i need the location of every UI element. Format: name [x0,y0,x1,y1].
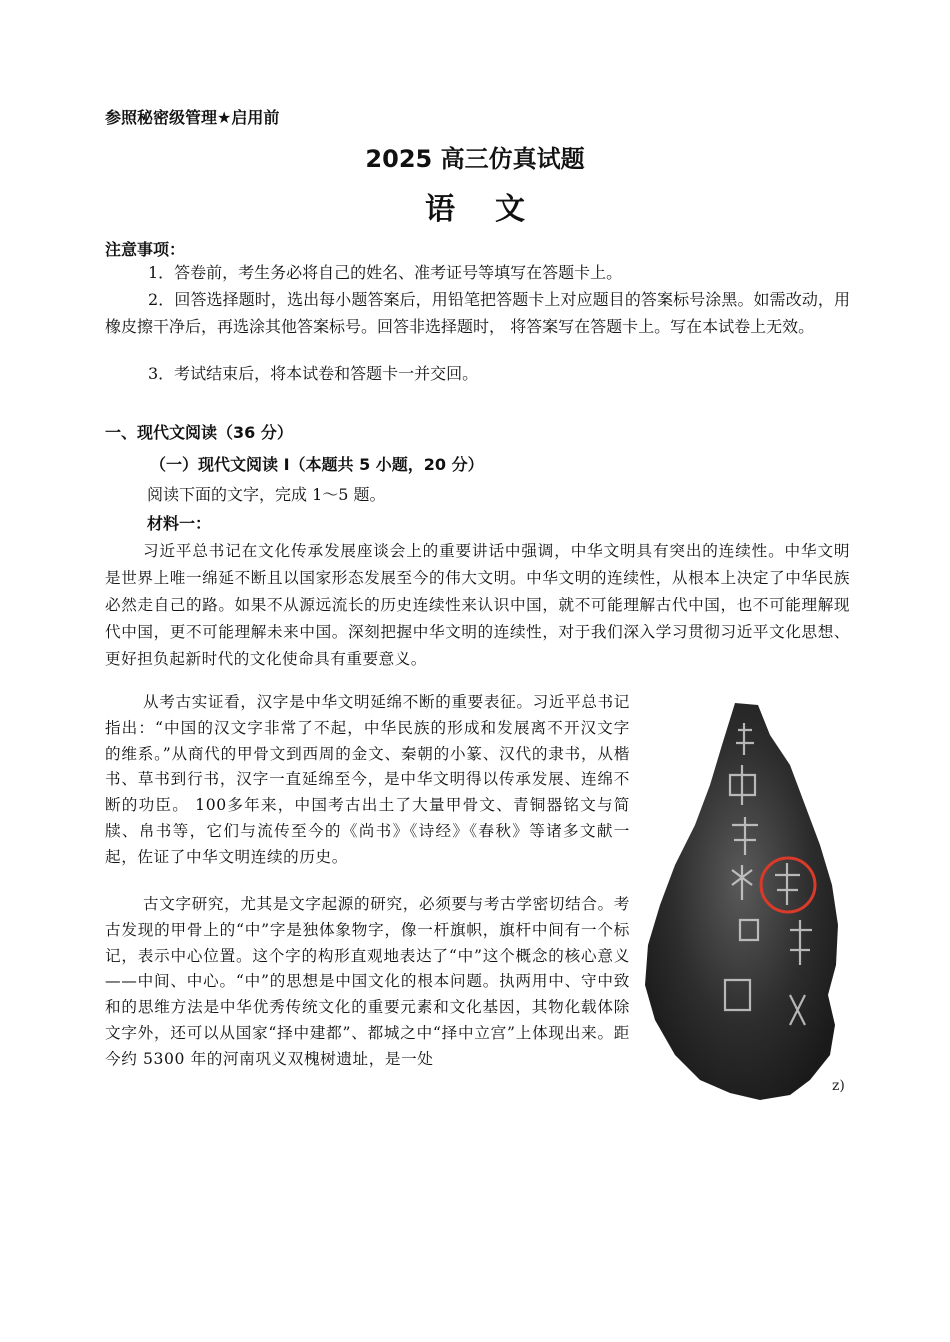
exam-title: 2025 高三仿真试题 [365,145,585,173]
material-paragraph-3: 古文字研究，尤其是文字起源的研究，必须要与考古学密切结合。考古发现的甲骨上的“中”字是独体象物字，像一杆旗帜，旗杆中间有一个标记，表示中心位置。这个字的构形直观地表达了“中”这个概念的核心意义——中间、中心。“中”的思想是中国文化的根本问题。执两用中、守中致和的思维方法是中华优秀传统文化的重要元素和文化基因，其物化载体除文字外，还可以从国家“择中建都”、都城之中“择中立宫”上体现出来。距今约 5300 年的河南巩义双槐树遗址，是一处 [105,895,630,1068]
notice-item-2: 2．回答选择题时，选出每小题答案后，用铅笔把答题卡上对应题目的答案标号涂黑。如需改动，用橡皮擦干净后，再选涂其他答案标号。回答非选择题时， 将答案写在答题卡上。写在本试卷上无效。 [105,290,850,336]
material-paragraph-2: 从考古实证看，汉字是中华文明延绵不断的重要表征。习近平总书记指出：“中国的汉文字非常了不起，中华民族的形成和发展离不开汉文字的维系。”从商代的甲骨文到西周的金文、秦朝的小篆、汉代的隶书，从楷书、草书到行书，汉字一直延绵至今，是中华文明得以传承发展、连绵不断的功臣。 100多年来，中国考古出土了大量甲骨文、青铜器铭文与简牍、帛书等，它们与流传至今的《尚书》《诗经》《春秋》等诸多文献一起，佐证了中华文明连续的历史。 [105,693,630,866]
figure-caption-fragment: z) [832,1078,845,1094]
notice-item-1: 1．答卷前，考生务必将自己的姓名、准考证号等填写在答题卡上。 [148,263,623,282]
subsection-heading: （一）现代文阅读 I（本题共 5 小题，20 分） [150,455,484,474]
material-paragraph-1: 习近平总书记在文化传承发展座谈会上的重要讲话中强调，中华文明具有突出的连续性。中华文明是世界上唯一绵延不断且以国家形态发展至今的伟大文明。中华文明的连续性，从根本上决定了中华民族必然走自己的路。如果不从源远流长的历史连续性来认识中国，就不可能理解古代中国，也不可能理解现代中国，更不可能理解未来中国。深刻把握中华文明的连续性，对于我们深入学习贯彻习近平文化思想、更好担负起新时代的文化使命具有重要意义。 [105,542,850,668]
secret-level-label: 参照秘密级管理★启用前 [105,108,280,127]
subject-title: 语文 [425,192,565,227]
notice-item-3: 3．考试结束后，将本试卷和答题卡一并交回。 [148,364,479,383]
material-label: 材料一： [147,514,212,533]
notice-heading: 注意事项： [105,240,186,259]
reading-instruction: 阅读下面的文字，完成 1～5 题。 [147,485,386,504]
section-heading: 一、现代文阅读（36 分） [105,423,293,442]
oracle-bone-rubbing-image [640,695,845,1105]
